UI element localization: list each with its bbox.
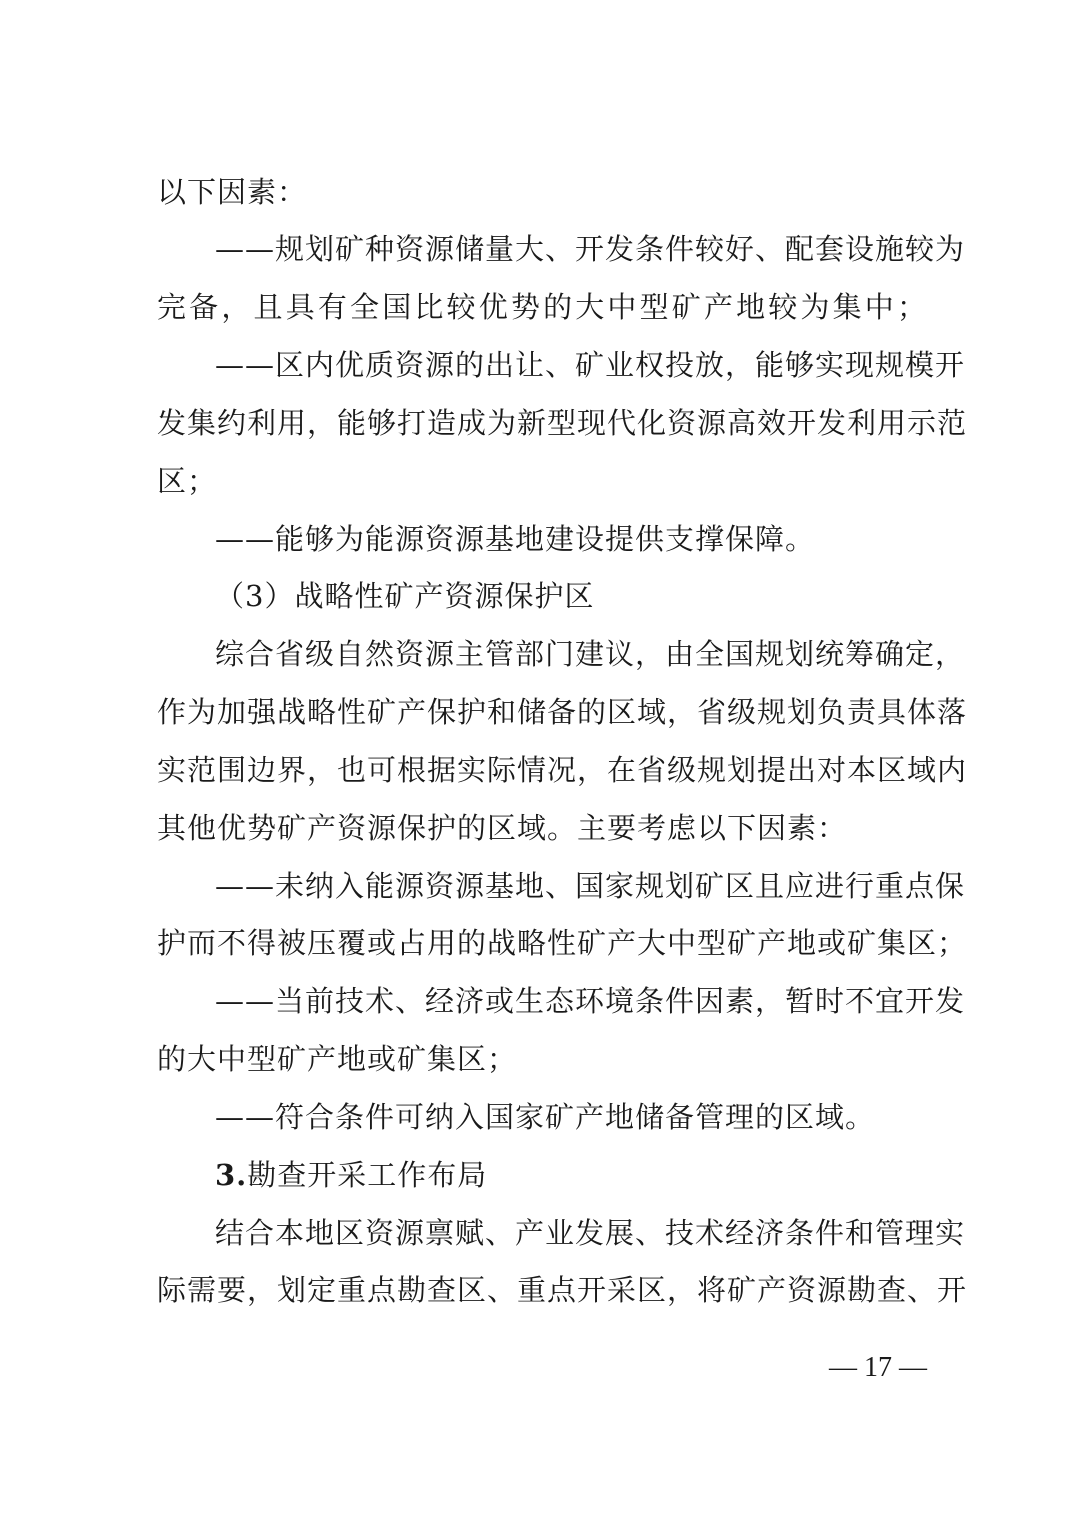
section-heading: （3）战略性矿产资源保护区 bbox=[215, 579, 595, 613]
heading-number: 3. bbox=[215, 1158, 248, 1192]
paragraph-line: 发集约利用，能够打造成为新型现代化资源高效开发利用示范 bbox=[157, 406, 968, 440]
paragraph-line: 其他优势矿产资源保护的区域。主要考虑以下因素： bbox=[157, 811, 848, 845]
paragraph-line: ——规划矿种资源储量大、开发条件较好、配套设施较为 bbox=[215, 232, 966, 266]
paragraph-line: ——能够为能源资源基地建设提供支撑保障。 bbox=[215, 522, 816, 556]
paragraph-line: 完备，且具有全国比较优势的大中型矿产地较为集中； bbox=[157, 290, 927, 324]
paragraph-line: 实范围边界，也可根据实际情况，在省级规划提出对本区域内 bbox=[157, 753, 968, 787]
paragraph-line: 结合本地区资源禀赋、产业发展、技术经济条件和管理实 bbox=[215, 1216, 966, 1250]
paragraph-line: ——未纳入能源资源基地、国家规划矿区且应进行重点保 bbox=[215, 869, 966, 903]
paragraph-line: 作为加强战略性矿产保护和储备的区域，省级规划负责具体落 bbox=[157, 695, 968, 729]
paragraph-line: 际需要，划定重点勘查区、重点开采区，将矿产资源勘查、开 bbox=[157, 1273, 968, 1307]
heading-text: 勘查开采工作布局 bbox=[247, 1158, 488, 1192]
page-number: — 17 — bbox=[829, 1352, 927, 1383]
paragraph-line: 以下因素： bbox=[157, 175, 308, 209]
paragraph-line: 区； bbox=[157, 464, 218, 498]
paragraph-line: 的大中型矿产地或矿集区； bbox=[157, 1042, 518, 1076]
paragraph-line: 综合省级自然资源主管部门建议，由全国规划统筹确定， bbox=[215, 637, 966, 671]
paragraph-line: ——符合条件可纳入国家矿产地储备管理的区域。 bbox=[215, 1100, 876, 1134]
paragraph-line: ——当前技术、经济或生态环境条件因素，暂时不宜开发 bbox=[215, 984, 966, 1018]
paragraph-line: 护而不得被压覆或占用的战略性矿产大中型矿产地或矿集区； bbox=[157, 926, 968, 960]
paragraph-line: ——区内优质资源的出让、矿业权投放，能够实现规模开 bbox=[215, 348, 966, 382]
section-heading-3 bbox=[215, 1155, 927, 1195]
